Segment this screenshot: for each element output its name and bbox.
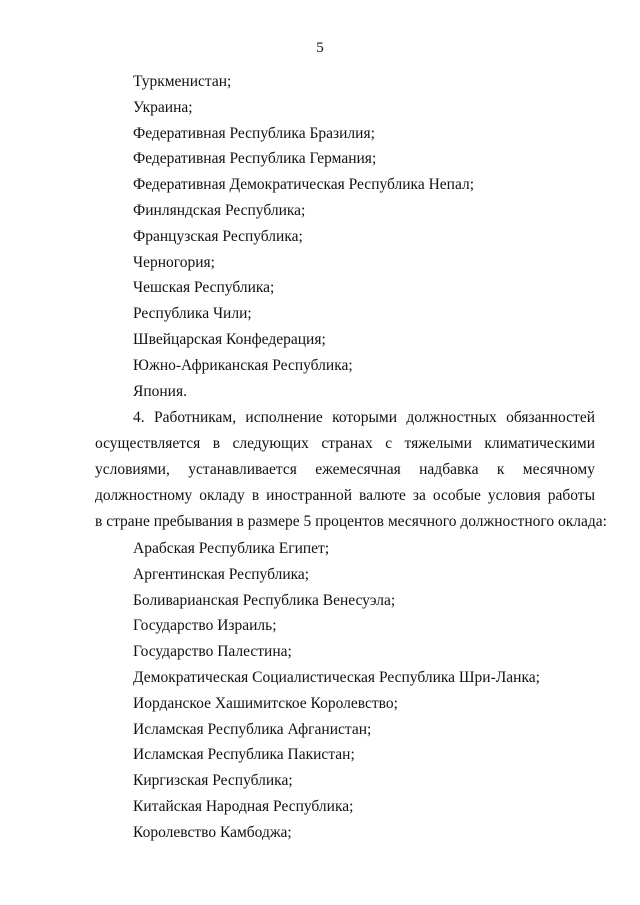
list-item: Финляндская Республика;: [133, 201, 306, 219]
list-item: Федеративная Демократическая Республика Непал;: [133, 176, 475, 194]
list-item: Черногория;: [133, 253, 215, 271]
list-item: Южно-Африканская Республика;: [133, 356, 353, 374]
list-item: Исламская Республика Пакистан;: [133, 746, 355, 764]
list-item: Республика Чили;: [133, 305, 252, 323]
list-item: Федеративная Республика Бразилия;: [133, 124, 375, 142]
list-item: Туркменистан;: [133, 73, 232, 90]
list-item: Боливарианская Республика Венесуэла;: [133, 591, 396, 609]
list-item: Арабская Республика Египет;: [133, 540, 330, 557]
list-item: Государство Израиль;: [133, 617, 277, 635]
list-item: Аргентинская Республика;: [133, 565, 310, 583]
list-item: Украина;: [133, 98, 193, 116]
list-item: Федеративная Республика Германия;: [133, 150, 377, 168]
paragraph-line: в стране пребывания в размере 5 процентов месячного должностного оклада:: [95, 513, 607, 530]
list-item: Французская Республика;: [133, 227, 303, 245]
country-list-2: [133, 539, 540, 849]
list-item: Королевство Камбоджа;: [133, 823, 292, 841]
page-number: 5: [316, 40, 324, 56]
paragraph-4: [95, 405, 607, 535]
list-item: Швейцарская Конфедерация;: [133, 330, 326, 348]
country-list-1: [133, 72, 474, 407]
list-item: Киргизская Республика;: [133, 772, 293, 790]
paragraph-line: условиями, устанавливается ежемесячная надбавка к месячному: [95, 461, 595, 478]
paragraph-line: осуществляется в следующих странах с тяжелыми климатическими: [95, 435, 595, 452]
paragraph-line: должностному окладу в иностранной валюте за особые условия работы: [95, 487, 595, 504]
list-item: Китайская Народная Республика;: [133, 797, 354, 815]
list-item: Иорданское Хашимитское Королевство;: [133, 694, 398, 712]
list-item: Исламская Республика Афганистан;: [133, 720, 372, 738]
list-item: Япония.: [133, 382, 187, 400]
list-item: Чешская Республика;: [133, 279, 275, 297]
list-item: Государство Палестина;: [133, 643, 292, 661]
list-item: Демократическая Социалистическая Республика Шри-Ланка;: [133, 668, 540, 686]
paragraph-line: 4. Работникам, исполнение которыми должностных обязанностей: [133, 409, 595, 426]
